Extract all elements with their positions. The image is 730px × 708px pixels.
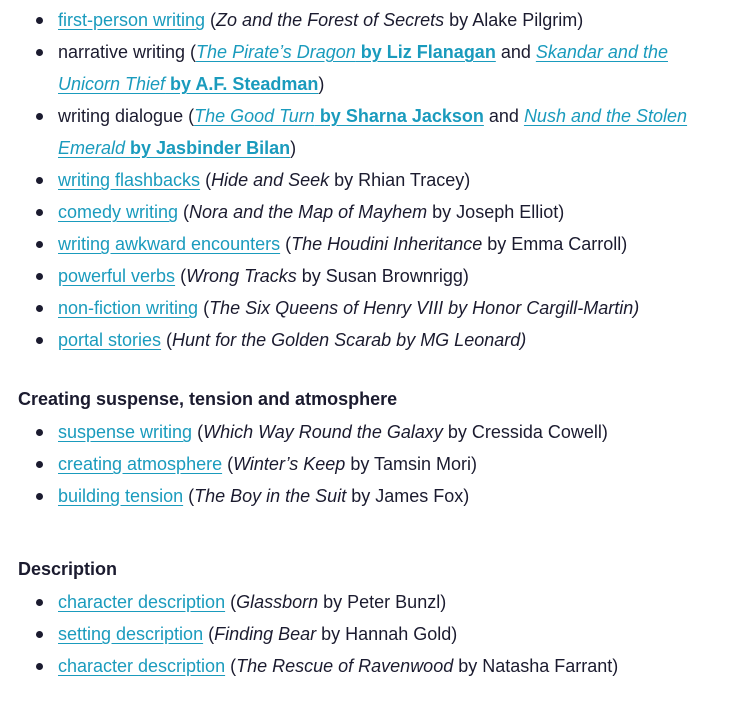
bullet-icon	[36, 429, 43, 436]
bullet-icon	[36, 177, 43, 184]
technique-link[interactable]: setting description	[58, 624, 204, 644]
technique-link[interactable]: suspense writing	[58, 422, 193, 442]
book-author: by Cressida Cowell	[442, 422, 602, 442]
technique-link[interactable]: powerful verbs	[58, 266, 176, 286]
book-title: Finding Bear	[214, 624, 317, 644]
technique-link[interactable]: first-person writing	[58, 10, 206, 30]
bullet-icon	[36, 337, 43, 344]
book-author: by Rhian Tracey	[329, 170, 465, 190]
book-title: The Boy in the Suit	[194, 486, 347, 506]
technique-link[interactable]: writing flashbacks	[58, 170, 201, 190]
technique-link[interactable]: character description	[58, 592, 226, 612]
book-title: Winter’s Keep	[233, 454, 346, 474]
technique-link[interactable]: character description	[58, 656, 226, 676]
list-item: narrative writing (The Pirate’s Dragon by Liz Flanagan and Skandar and the Unicorn Thief by A.F. Steadman)	[18, 36, 718, 100]
list-item: character description (Glassborn by Peter Bunzl)	[18, 586, 718, 618]
book-author: by Susan Brownrigg	[296, 266, 463, 286]
book-link[interactable]: Nush and the Stolen Emerald by Jasbinder Bilan	[58, 106, 688, 158]
book-author: by James Fox	[346, 486, 464, 506]
book-author: by Natasha Farrant	[453, 656, 613, 676]
technique-link[interactable]: writing awkward encounters	[58, 234, 281, 254]
writing-techniques-list	[18, 4, 730, 356]
book-title: Zo and the Forest of Secrets	[216, 10, 445, 30]
book-author: by Alake Pilgrim	[444, 10, 578, 30]
section-heading: Creating suspense, tension and atmosphere	[18, 389, 398, 409]
list-item: building tension (The Boy in the Suit by James Fox)	[18, 480, 718, 512]
bullet-icon	[36, 493, 43, 500]
bullet-icon	[36, 599, 43, 606]
book-author: by Tamsin Mori	[345, 454, 472, 474]
book-title: Hide and Seek	[211, 170, 330, 190]
bullet-icon	[36, 241, 43, 248]
list-item: suspense writing (Which Way Round the Galaxy by Cressida Cowell)	[18, 416, 718, 448]
list-item: portal stories (Hunt for the Golden Scarab by MG Leonard)	[18, 324, 718, 356]
book-link[interactable]: Skandar and the Unicorn Thief by A.F. Steadman	[58, 42, 668, 94]
book-title: Wrong Tracks	[186, 266, 297, 286]
list-item: character description (The Rescue of Ravenwood by Natasha Farrant)	[18, 650, 718, 682]
description-list	[18, 586, 730, 682]
bullet-icon	[36, 631, 43, 638]
bullet-icon	[36, 663, 43, 670]
book-link[interactable]: The Pirate’s Dragon by Liz Flanagan	[196, 42, 496, 62]
book-title: Glassborn	[236, 592, 319, 612]
book-title: Which Way Round the Galaxy	[203, 422, 443, 442]
section-heading: Description	[18, 559, 118, 579]
list-item: first-person writing (Zo and the Forest of Secrets by Alake Pilgrim)	[18, 4, 718, 36]
technique-link[interactable]: portal stories	[58, 330, 162, 350]
technique-link[interactable]: comedy writing	[58, 202, 179, 222]
list-item: writing dialogue (The Good Turn by Sharna Jackson and Nush and the Stolen Emerald by Jasbinder Bilan)	[18, 100, 718, 164]
list-item: setting description (Finding Bear by Hannah Gold)	[18, 618, 718, 650]
bullet-icon	[36, 461, 43, 468]
bullet-icon	[36, 17, 43, 24]
book-author: by Joseph Elliot	[427, 202, 559, 222]
bullet-icon	[36, 273, 43, 280]
book-title: The Houdini Inheritance	[291, 234, 483, 254]
book-link[interactable]: The Good Turn by Sharna Jackson	[194, 106, 484, 126]
list-item: powerful verbs (Wrong Tracks by Susan Brownrigg)	[18, 260, 718, 292]
bullet-icon	[36, 113, 43, 120]
technique-link[interactable]: building tension	[58, 486, 184, 506]
book-author: by Peter Bunzl	[318, 592, 441, 612]
list-item: non-fiction writing (The Six Queens of Henry VIII by Honor Cargill-Martin)	[18, 292, 718, 324]
list-item: writing awkward encounters (The Houdini Inheritance by Emma Carroll)	[18, 228, 718, 260]
list-item: creating atmosphere (Winter’s Keep by Tamsin Mori)	[18, 448, 718, 480]
bullet-icon	[36, 49, 43, 56]
suspense-list	[18, 416, 730, 512]
bullet-icon	[36, 305, 43, 312]
book-title: Nora and the Map of Mayhem	[189, 202, 428, 222]
book-author: by Hannah Gold	[316, 624, 452, 644]
list-item: comedy writing (Nora and the Map of Mayhem by Joseph Elliot)	[18, 196, 718, 228]
book-author: by Emma Carroll	[482, 234, 622, 254]
technique-link[interactable]: non-fiction writing	[58, 298, 199, 318]
list-item: writing flashbacks (Hide and Seek by Rhian Tracey)	[18, 164, 718, 196]
book-title: The Six Queens of Henry VIII by Honor Cargill-Martin)	[209, 298, 640, 318]
book-title: The Rescue of Ravenwood	[236, 656, 454, 676]
technique-link[interactable]: creating atmosphere	[58, 454, 223, 474]
bullet-icon	[36, 209, 43, 216]
book-title: Hunt for the Golden Scarab by MG Leonard)	[172, 330, 527, 350]
